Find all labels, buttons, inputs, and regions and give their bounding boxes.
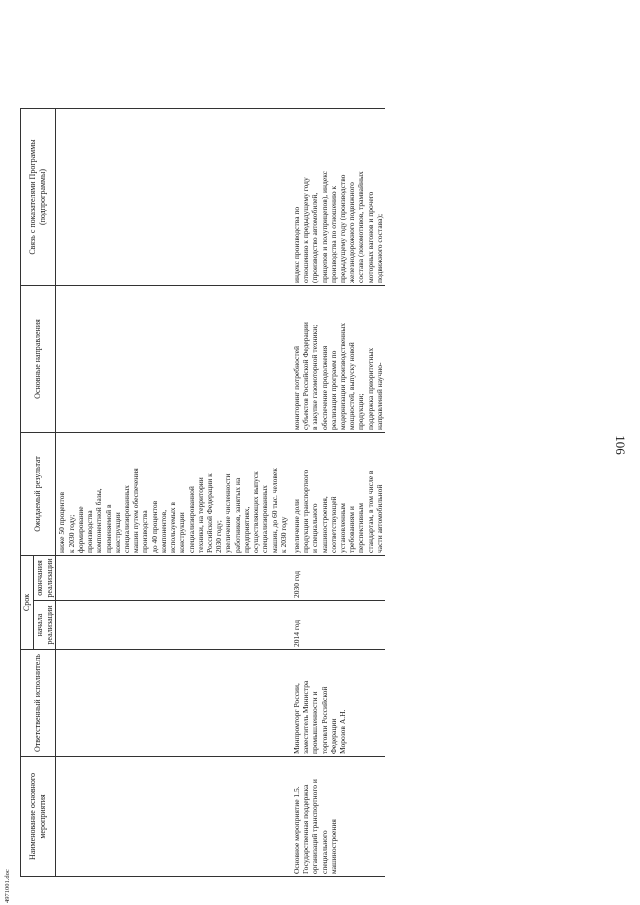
page-number: 106 <box>613 435 628 455</box>
header-term: Срок <box>21 556 34 650</box>
cell-start: 2014 год <box>291 601 385 650</box>
program-table <box>20 108 385 877</box>
cell-executor: Минпромторг России, заместитель Министра промышленности и торговли Российской Федерации Морозов А.Н. <box>291 650 385 757</box>
header-start: начала реализации <box>33 601 56 650</box>
header-result: Ожидаемый результат <box>21 433 56 556</box>
table-row-continuation <box>56 109 289 877</box>
header-link: Связь с показателями Программы (подпрограммы) <box>21 109 56 286</box>
header-name: Наименование основного мероприятия <box>21 757 56 877</box>
cell-name: Основное мероприятие 1.5. Государственная поддержка организаций транспортного и специального машиностроения <box>291 757 385 877</box>
cell-result-continuation: ниже 50 процентов к 2030 году; формирование производства компонентной базы, применяемой в конструкции специализированных машин путем обеспечения производства до 40 процентов компонентов, используемых в конструкции специализированной техники, на территории Российской Федерации к 2030 году; увеличение численности работников, занятых на предприятиях, осуществляющих выпуск специализированных машин, до 60 тыс. человек к 2030 году <box>56 433 289 556</box>
cell-end: 2030 год <box>291 556 385 601</box>
cell-directions: мониторинг потребностей субъектов Российской Федерации в закупке газомоторной техники; обеспечение продолжения реализации программ по модернизации производственных мощностей, выпуску новой продукции; поддержка приоритетных направлений научно- <box>291 286 385 433</box>
header-executor: Ответственный исполнитель <box>21 650 56 757</box>
footer-doc-name: 4971001.doc <box>4 869 11 903</box>
header-directions: Основные направления <box>21 286 56 433</box>
cell-result: увеличение доли продукции транспортного и специального машиностроения, соответствующей установленным требованиям и перспективным стандартам, в том числе в части автомобильной <box>291 433 385 556</box>
table-row-main <box>291 109 385 877</box>
header-end: окончания реализации <box>33 556 56 601</box>
cell-link: индекс производства по отношению к предыдущему году (производство автомобилей, прицепов и полуприцепов), индекс производства по отношению к предыдущему году (производство железнодорожного подвижного состава (локомотивов, трамвайных моторных вагонов и прочего подвижного состава); <box>291 109 385 286</box>
